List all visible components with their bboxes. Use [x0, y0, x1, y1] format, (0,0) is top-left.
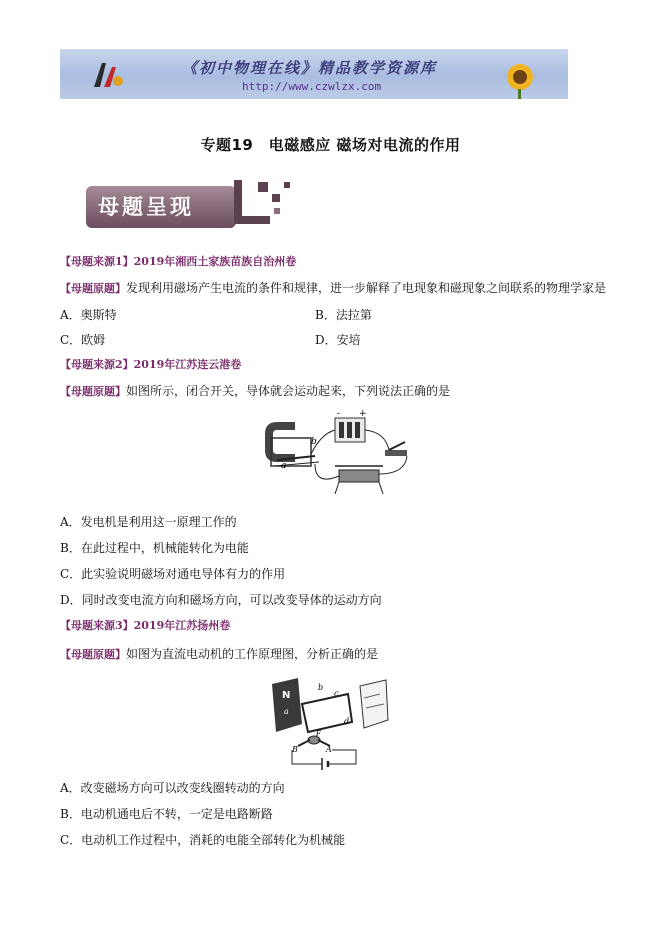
label-F2: F	[316, 730, 321, 738]
question-2-stem: 【母题原题】如图所示，闭合开关，导体就会运动起来，下列说法正确的是	[60, 384, 451, 398]
header-banner	[60, 49, 568, 99]
battery-minus: -	[337, 409, 341, 419]
label-d2: d	[344, 717, 350, 726]
question-1-option-d: D．安培	[315, 333, 361, 347]
question-3-option-c: C．电动机工作过程中，消耗的电能全部转化为机械能	[60, 833, 346, 847]
question-1-option-b: B．法拉第	[315, 308, 372, 322]
label-N: N	[282, 690, 291, 701]
badge-decoration-icon	[230, 172, 302, 232]
section-badge: 母题呈现	[86, 186, 236, 228]
sunflower-icon	[490, 55, 550, 99]
question-1-option-c: C．欧姆	[60, 333, 106, 347]
label-c2: c	[334, 689, 339, 698]
banner-url: http://www.czwlzx.com	[242, 80, 382, 93]
label-b: b	[311, 437, 317, 447]
question-3-option-b: B．电动机通电后不转，一定是电路断路	[60, 807, 273, 821]
question-2-option-a: A．发电机是利用这一原理工作的	[60, 515, 237, 529]
label-A2: A	[326, 745, 332, 754]
site-logo-icon	[88, 57, 128, 93]
question-3-source: 【母题来源3】2019年江苏扬州卷	[60, 619, 231, 632]
question-2-option-c: C．此实验说明磁场对通电导体有力的作用	[60, 567, 286, 581]
question-3-stem: 【母题原题】如图为直流电动机的工作原理图，分析正确的是	[60, 647, 379, 661]
label-B2: B	[292, 745, 298, 754]
question-3-option-a: A．改变磁场方向可以改变线圈转动的方向	[60, 781, 285, 795]
question-2-option-d: D．同时改变电流方向和磁场方向，可以改变导体的运动方向	[60, 593, 382, 607]
figure-conductor-circuit	[255, 404, 415, 500]
label-b2: b	[318, 683, 324, 692]
question-1-option-a: A．奥斯特	[60, 308, 117, 322]
label-a: a	[281, 461, 287, 471]
question-2-option-b: B．在此过程中，机械能转化为电能	[60, 541, 249, 555]
document-title: 专题19 电磁感应 磁场对电流的作用	[200, 136, 461, 154]
banner-title: 《初中物理在线》精品教学资源库	[182, 59, 438, 77]
label-a2: a	[284, 707, 289, 716]
figure-dc-motor	[268, 674, 392, 770]
question-2-source: 【母题来源2】2019年江苏连云港卷	[60, 358, 242, 371]
question-1-source: 【母题来源1】2019年湘西土家族苗族自治州卷	[60, 255, 297, 268]
question-1-stem: 【母题原题】发现利用磁场产生电流的条件和规律，进一步解释了电现象和磁现象之间联系的物理学家是	[60, 281, 607, 295]
battery-plus: +	[359, 409, 367, 419]
